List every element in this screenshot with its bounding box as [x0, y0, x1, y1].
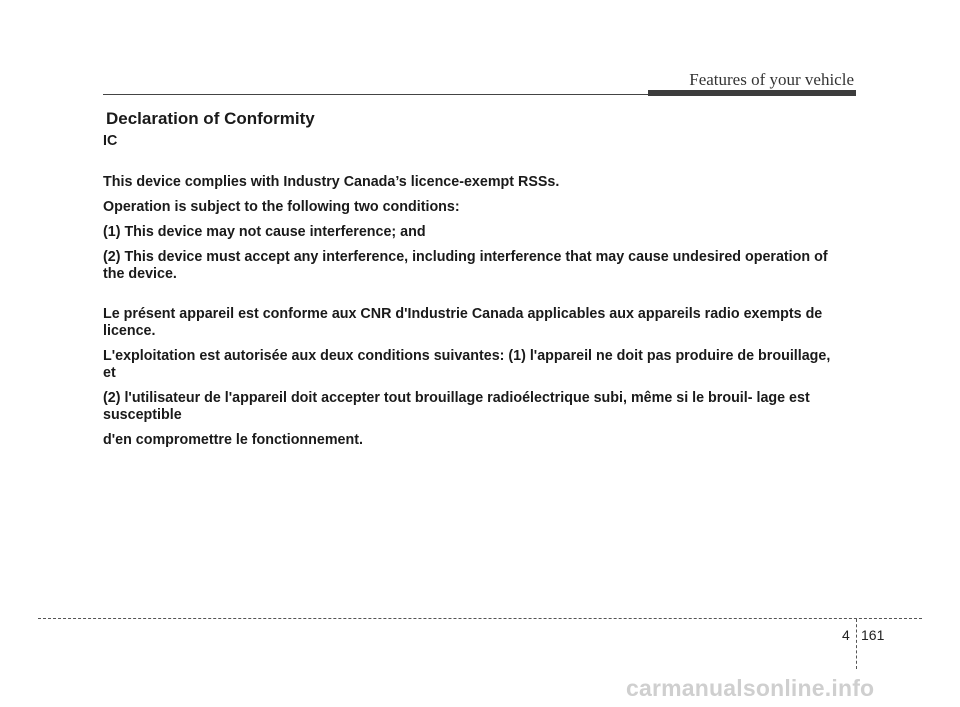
french-paragraph: (2) l'utilisateur de l'appareil doit accepter tout brouillage radioélectrique subi, même si le brouil- lage est susceptible — [103, 390, 810, 423]
header-title: Features of your vehicle — [689, 70, 854, 89]
french-paragraph: L'exploitation est autorisée aux deux conditions suivantes: (1) l'appareil ne doit pas produire de brouillage, et — [103, 348, 831, 381]
page-number: 161 — [861, 627, 885, 643]
footer-divider — [38, 618, 922, 619]
header-rule-accent — [648, 90, 856, 96]
english-paragraph: (1) This device may not cause interference; and — [103, 224, 426, 240]
watermark-text: carmanualsonline.info — [626, 675, 875, 701]
footer-page-divider — [856, 619, 857, 669]
english-paragraph: Operation is subject to the following two conditions: — [103, 199, 460, 215]
english-paragraph: (2) This device must accept any interference, including interference that may cause undesired operation of the device. — [103, 249, 828, 282]
french-paragraph: Le présent appareil est conforme aux CNR d'Industrie Canada applicables aux appareils radio exempts de licence. — [103, 306, 823, 339]
section-title: Declaration of Conformity — [106, 109, 315, 128]
section-label: IC — [103, 133, 118, 149]
content-body — [103, 133, 843, 457]
header-rule — [103, 94, 651, 95]
english-paragraph: This device complies with Industry Canada’s licence-exempt RSSs. — [103, 174, 560, 190]
chapter-number: 4 — [842, 627, 850, 643]
french-paragraph: d'en compromettre le fonctionnement. — [103, 432, 363, 448]
